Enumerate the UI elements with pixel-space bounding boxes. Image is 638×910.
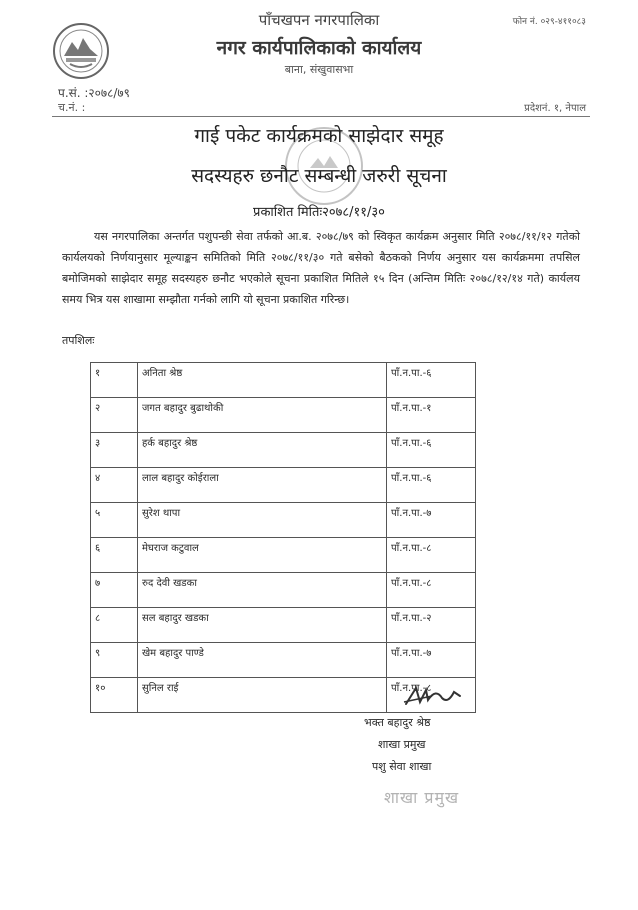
member-ward: पाँ.न.पा.-७ bbox=[387, 643, 476, 678]
office-address: बाना, संखुवासभा bbox=[284, 63, 354, 76]
notice-body: यस नगरपालिका अन्तर्गत पशुपन्छी सेवा तर्फको आ.ब. २०७८/७९ को स्विकृत कार्यक्रम अनुसार मिति २०७८/११/१२ गतेको कार्यलयको निर्णयानुसार मूल्याङ्कन समितिको मिति २०७८/११/३० गते बसेको बैठकको निर्णय अनुसार यस कार्यक्रममा तपसिल बमोजिमको साझेदार समूह सदस्यहरु छनौट भएकोले सूचना प्रकाशित मितिले १५ दिन (अन्तिम मितिः २०७८/१२/१४ गते) कार्यलय समय भित्र यस शाखामा सम्झौता गर्नको लागि यो सूचना प्रकाशित गरिन्छ। bbox=[62, 230, 580, 306]
province-label: प्रदेशनं. १, नेपाल bbox=[524, 103, 586, 114]
member-ward: पाँ.न.पा.-६ bbox=[387, 433, 476, 468]
member-ward: पाँ.न.पा.-२ bbox=[387, 608, 476, 643]
notice-title-line-2: सदस्यहरु छनौट सम्बन्धी जरुरी सूचना bbox=[191, 165, 447, 187]
phone-number: फोन नं. ०२९-४११०८३ bbox=[512, 17, 586, 27]
office-name: नगर कार्यपालिकाको कार्यालय bbox=[216, 37, 422, 59]
member-ward: पाँ.न.पा.-८ bbox=[387, 538, 476, 573]
member-ward: पाँ.न.पा.-८ bbox=[387, 678, 476, 713]
notice-title-line-1: गाई पकेट कार्यक्रमको साझेदार समूह bbox=[194, 125, 444, 147]
member-serial: ८ bbox=[91, 608, 138, 643]
member-ward: पाँ.न.पा.-१ bbox=[387, 398, 476, 433]
member-table bbox=[90, 362, 476, 713]
member-name: हर्क बहादुर श्रेष्ठ bbox=[138, 433, 387, 468]
signer-name: भक्त बहादुर श्रेष्ठ bbox=[364, 716, 431, 729]
member-name: खेम बहादुर पाण्डे bbox=[138, 643, 387, 678]
member-serial: ६ bbox=[91, 538, 138, 573]
member-name: सुनिल राई bbox=[138, 678, 387, 713]
table-row bbox=[91, 538, 476, 573]
member-serial: ४ bbox=[91, 468, 138, 503]
signer-branch: पशु सेवा शाखा bbox=[372, 760, 432, 773]
member-ward: पाँ.न.पा.-८ bbox=[387, 573, 476, 608]
table-row bbox=[91, 468, 476, 503]
member-ward: पाँ.न.पा.-६ bbox=[387, 468, 476, 503]
member-name: रुद देवी खडका bbox=[138, 573, 387, 608]
member-name: लाल बहादुर कोईराला bbox=[138, 468, 387, 503]
header-divider bbox=[52, 116, 590, 117]
table-row bbox=[91, 503, 476, 538]
member-serial: २ bbox=[91, 398, 138, 433]
published-date: प्रकाशित मितिः२०७८/११/३० bbox=[253, 205, 385, 220]
table-row bbox=[91, 363, 476, 398]
member-serial: ३ bbox=[91, 433, 138, 468]
municipality-name: पाँचखपन नगरपालिका bbox=[258, 11, 380, 29]
member-name: जगत बहादुर बुढाथोकी bbox=[138, 398, 387, 433]
handwritten-signature bbox=[402, 682, 466, 708]
member-ward: पाँ.न.पा.-६ bbox=[387, 363, 476, 398]
member-serial: ५ bbox=[91, 503, 138, 538]
member-serial: १० bbox=[91, 678, 138, 713]
member-serial: १ bbox=[91, 363, 138, 398]
member-serial: ७ bbox=[91, 573, 138, 608]
table-row bbox=[91, 643, 476, 678]
letter-number: प.सं. :२०७८/७९ bbox=[58, 86, 130, 100]
table-row bbox=[91, 608, 476, 643]
dispatch-number: च.नं. : bbox=[58, 101, 86, 114]
member-name: अनिता श्रेष्ठ bbox=[138, 363, 387, 398]
member-ward: पाँ.न.पा.-७ bbox=[387, 503, 476, 538]
member-name: सुरेश थापा bbox=[138, 503, 387, 538]
table-row bbox=[91, 398, 476, 433]
member-serial: ९ bbox=[91, 643, 138, 678]
signer-post: शाखा प्रमुख bbox=[378, 738, 426, 751]
branch-head-stamp: शाखा प्रमुख bbox=[384, 788, 460, 807]
table-row bbox=[91, 573, 476, 608]
list-label: तपशिलः bbox=[62, 334, 95, 347]
table-row bbox=[91, 433, 476, 468]
member-name: मेघराज कटुवाल bbox=[138, 538, 387, 573]
member-name: सल बहादुर खडका bbox=[138, 608, 387, 643]
signature-block bbox=[364, 712, 431, 778]
